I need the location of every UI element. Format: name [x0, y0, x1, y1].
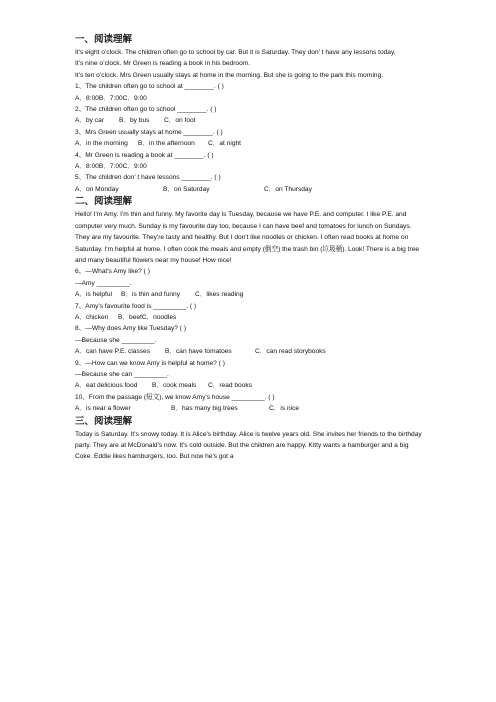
option-b: B．has many big trees	[171, 405, 238, 413]
question-5: 5、The children don’ t have lessons ________. ( )	[75, 174, 221, 182]
option-c: C．can read storybooks	[255, 348, 326, 356]
question-9-options	[75, 380, 423, 391]
passage-3: Today is Saturday. It's snowy today. It is Alice's birthday. Alice is twelve years old. She invites her friends to the birthday party. They are at McDonald's now. It's cold outside. But the children are happy. Kitty wants a hamburger and a big Coke. Eddie likes hamburgers, too. But now he's got a	[75, 430, 422, 461]
option-a: A．chicken	[75, 313, 109, 321]
passage-1-paragraph-2: It’s nine o’clock. Mr Green is reading a book in his bedroom.	[75, 60, 251, 68]
option-a: A．eat delicious food	[75, 382, 138, 390]
option-a: A．in the morning	[75, 140, 128, 148]
option-b: B．cook meals	[152, 382, 197, 390]
option-a: A．by car	[75, 117, 104, 125]
question-5-options	[75, 184, 423, 195]
passage-1-paragraph-3: It’s ten o’clock. Mrs Green usually stays at home in the morning. But she is going to the park this morning.	[75, 71, 384, 79]
option-c: C．on foot	[164, 117, 196, 125]
question-2: 2、The children often go to school ________. ( )	[75, 106, 217, 114]
option-c: C．read books	[208, 382, 252, 390]
option-a: A．is near a flower	[75, 405, 131, 413]
option: A．8:00B．7:00C．9:00	[75, 94, 147, 102]
question-7-options	[75, 312, 423, 323]
option-c: C．on Thursday	[264, 185, 312, 193]
question-6: 6、—What's Amy like? ( )	[75, 268, 150, 276]
option-b: B．on Saturday	[163, 185, 210, 193]
question-9-blank: —Because she can _________.	[75, 370, 169, 378]
question-10: 10、From the passage (短文), we know Amy's house _________. ( )	[75, 393, 275, 401]
option-c: C．at night	[208, 140, 241, 148]
passage-2: Hello! I'm Amy. I'm thin and funny. My favorite day is Tuesday, because we have P.E. and computer. I like P.E. and computer very much. Sunday is my favourite day too, because I can have beef and tomatoes for lunch on Sundays. They are my favourite. They're tasty and healthy. But I don't like noodles or chicken. I often read books at home on Saturday. I'm helpful at home. I often cook the meals and empty (倒空) the trash bin (垃圾桶). Look! There is a big tree and many beautiful flowers near my house! How nice!	[75, 211, 420, 264]
question-6-blank: —Amy _________.	[75, 279, 132, 287]
option-b: B．by bus	[119, 117, 150, 125]
section-3-heading: 三、阅读理解	[75, 415, 133, 427]
question-2-options	[75, 115, 423, 126]
question-4-options	[75, 161, 423, 172]
option: A．8:00B．7:00C．9:00	[75, 163, 147, 171]
question-8-options	[75, 346, 423, 357]
question-3-options	[75, 138, 423, 149]
option-a: A．on Monday	[75, 185, 119, 193]
option-b: B．in the afternoon	[138, 140, 195, 148]
question-3: 3、Mrs Green usually stays at home ________. ( )	[75, 128, 223, 136]
question-10-options	[75, 403, 423, 414]
section-1-heading: 一、阅读理解	[75, 34, 133, 45]
passage-1-paragraph-1: It’s eight o’clock. The children often go to school by car. But it is Saturday. They don’ t have any lessons today.	[75, 49, 396, 56]
question-7: 7、Amy's favourite food is _________. ( )	[75, 302, 197, 310]
question-8-blank: —Because she _________.	[75, 336, 157, 344]
question-1: 1、The children often go to school at ________. ( )	[75, 83, 224, 91]
question-9: 9、—How can we know Amy is helpful at home? ( )	[75, 359, 225, 367]
section-2-heading: 二、阅读理解	[75, 196, 133, 208]
question-4: 4、Mr Green is reading a book at ________. ( )	[75, 151, 214, 159]
option-b: B．is thin and funny	[121, 291, 181, 299]
option-b: B．can have tomatoes	[165, 348, 232, 356]
question-1-options	[75, 93, 423, 104]
option-b: B．beefC．noodles	[118, 313, 177, 321]
question-8: 8、—Why does Amy like Tuesday? ( )	[75, 325, 187, 333]
option-a: A．is helpful	[75, 291, 113, 299]
document-page	[75, 33, 423, 463]
option-c: C．likes reading	[195, 291, 244, 299]
question-6-options	[75, 289, 423, 300]
option-a: A．can have P.E. classes	[75, 348, 151, 356]
option-c: C．is nice	[269, 405, 300, 413]
